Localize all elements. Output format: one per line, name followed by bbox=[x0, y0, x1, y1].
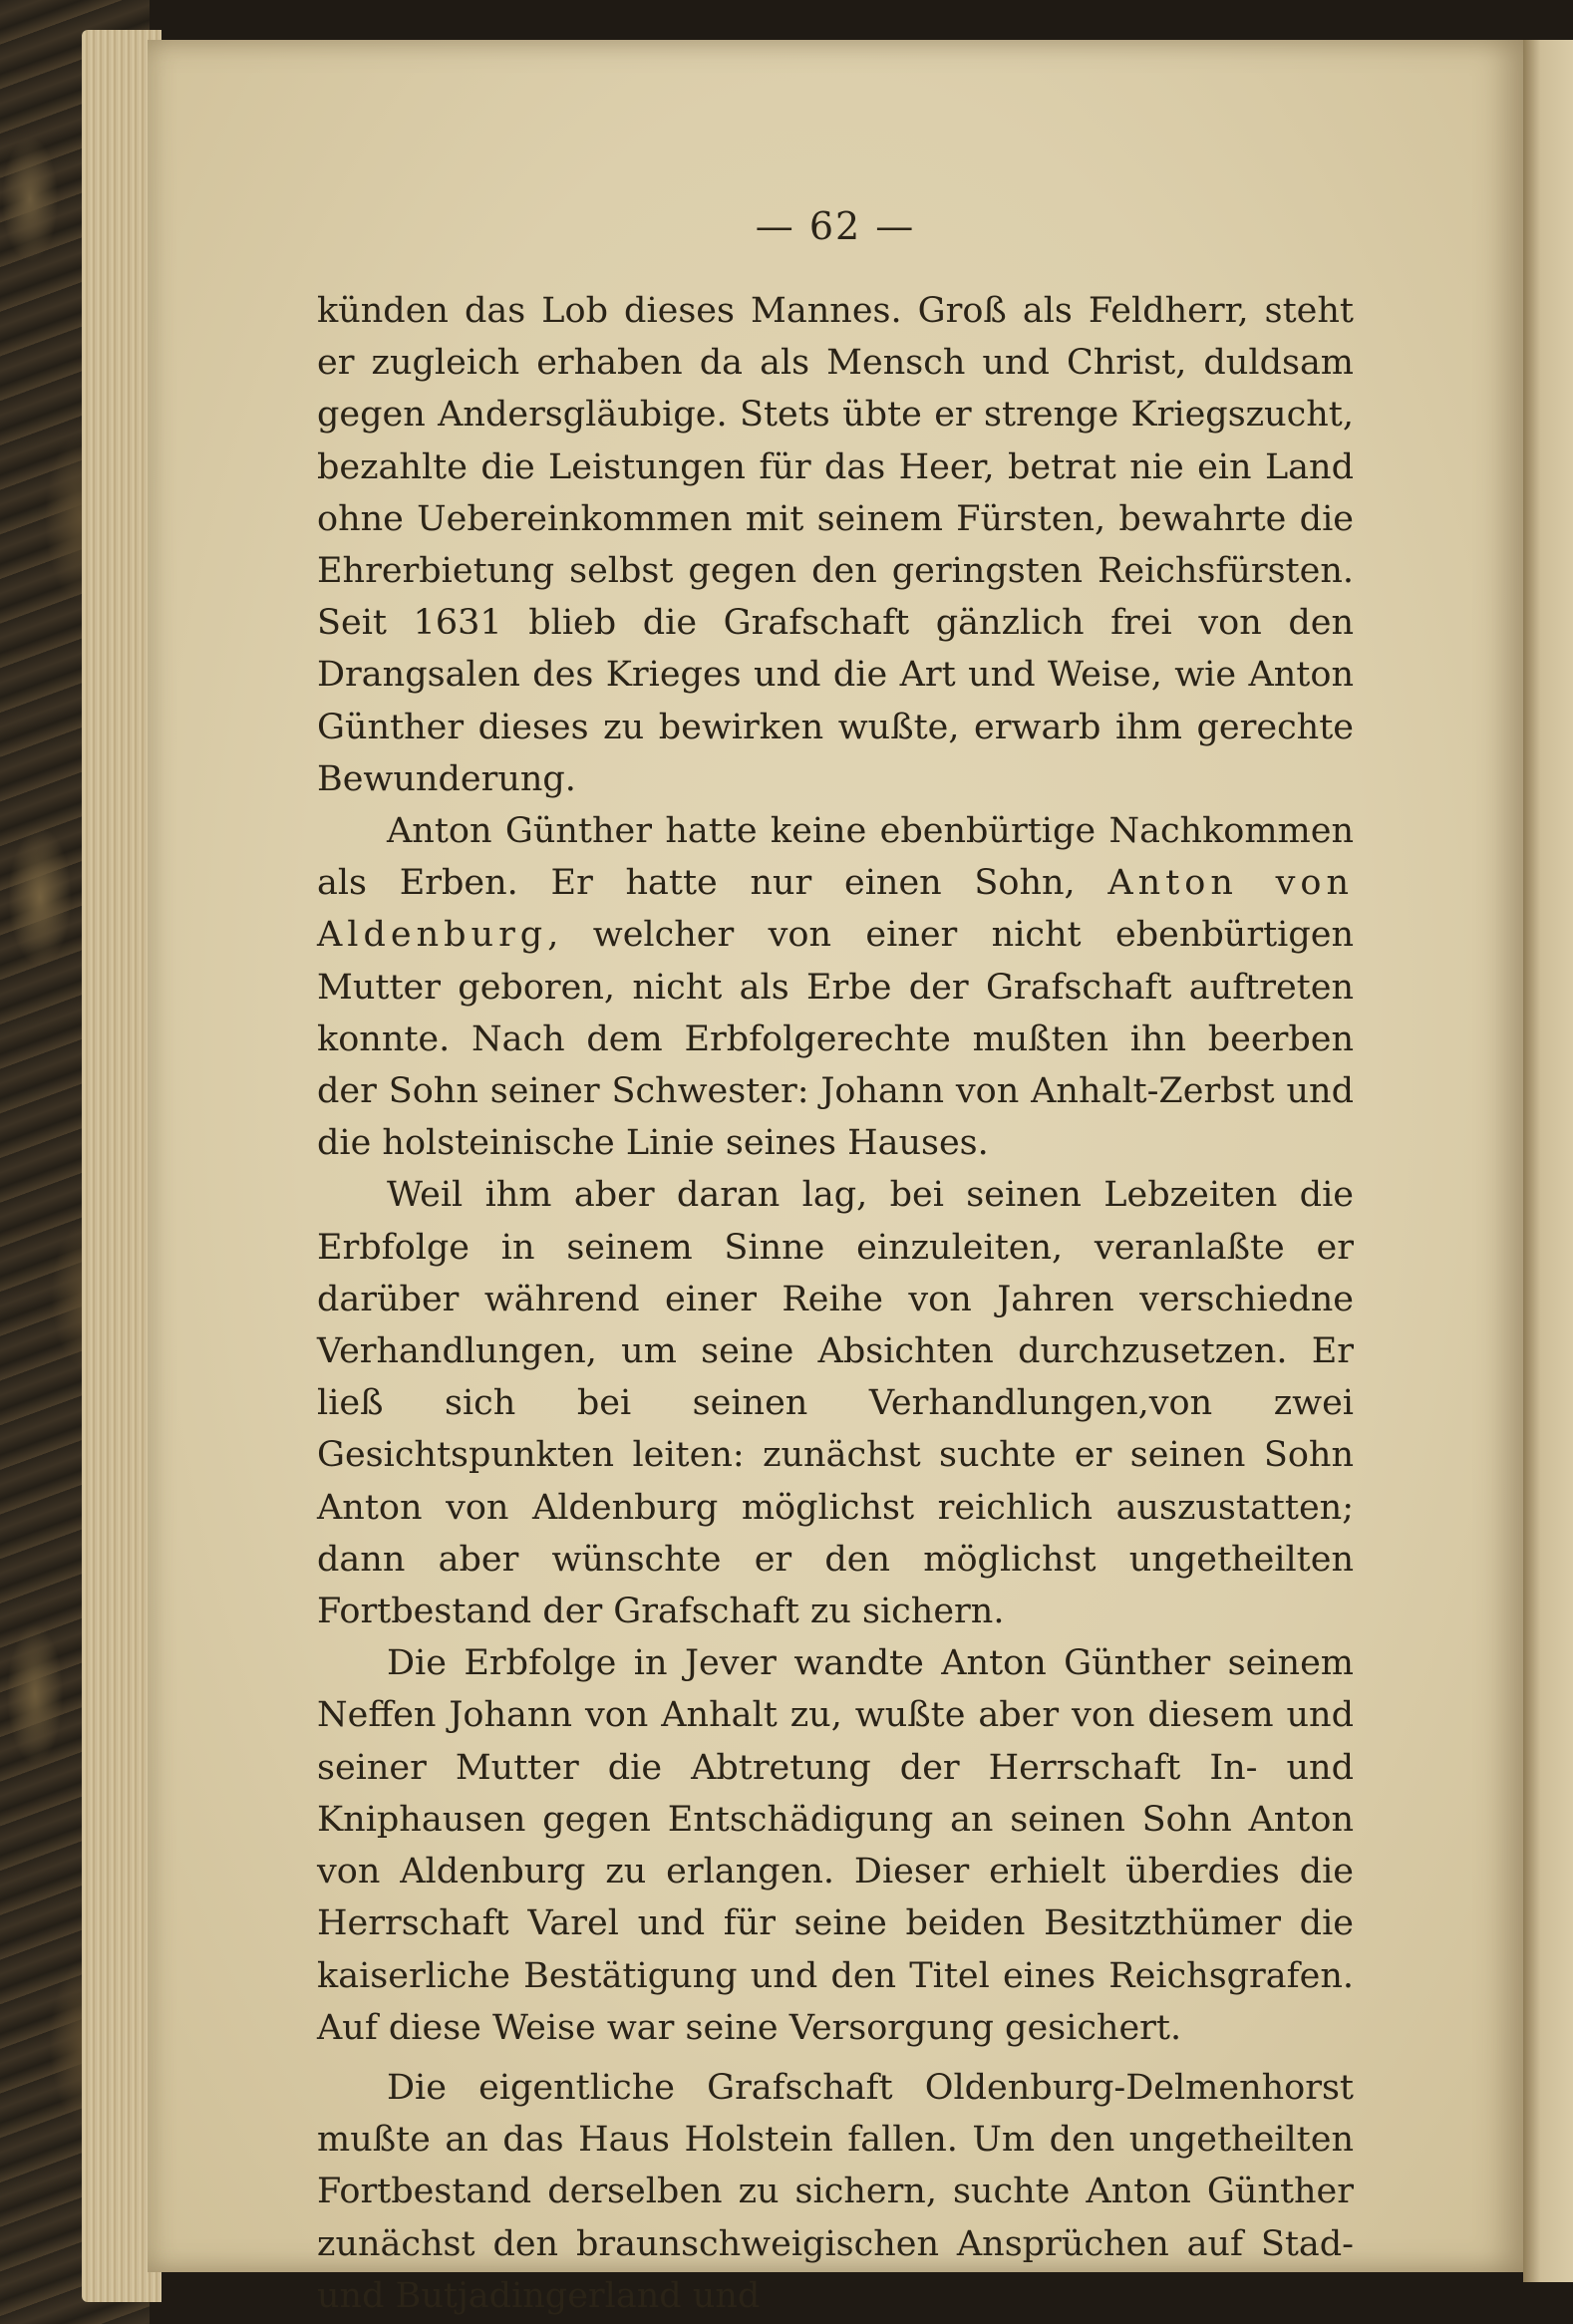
paragraph-2-after: , welcher von einer nicht ebenbürtigen Mutter geboren, nicht als Erbe der Grafschaft auftreten konnte. Nach dem Erbfolgerechte mußten ihn beerben der Sohn seiner Schwester: Johann von Anhalt-Zerbst und die holsteinische Linie seines Hauses. bbox=[317, 915, 1354, 1164]
paragraph-2 bbox=[317, 805, 1354, 1169]
paragraph-3: Weil ihm aber daran lag, bei seinen Lebzeiten die Erbfolge in seinem Sinne einzuleiten, veranlaßte er darüber während einer Reihe von Jahren verschiedne Verhandlungen, um seine Absichten durchzusetzen. Er ließ sich bei seinen Verhandlungen,von zwei Gesichtspunkten leiten: zunächst suchte er seinen Sohn Anton von Aldenburg möglichst reichlich auszustatten; dann aber wünschte er den möglichst ungetheilten Fortbestand der Grafschaft zu sichern. bbox=[317, 1175, 1354, 1632]
spaced-name-anton-von-aldenburg: Anton von Aldenburg bbox=[317, 863, 1354, 956]
paragraph-1: künden das Lob dieses Mannes. Groß als Feldherr, steht er zugleich erhaben da als Mensch und Christ, duldsam gegen Andersgläubige. Stets übte er strenge Kriegszucht, bezahlte die Leistungen für das Heer, betrat nie ein Land ohne Uebereinkommen mit seinem Fürsten, bewahrte die Ehrerbietung selbst gegen den geringsten Reichsfürsten. Seit 1631 blieb die Grafschaft gänzlich frei von den Drangsalen des Krieges und die Art und Weise, wie Anton Günther dieses zu bewirken wußte, erwarb ihm gerechte Bewunderung. bbox=[317, 291, 1354, 799]
paragraph-2-before: Anton Günther hatte keine ebenbürtige Nachkommen als Erben. Er hatte nur einen Sohn, bbox=[317, 811, 1354, 904]
page-text-body bbox=[317, 285, 1354, 2322]
paragraph-5: Die eigentliche Grafschaft Oldenburg-Delmenhorst mußte an das Haus Holstein fallen. Um den ungetheilten Fortbestand derselben zu sichern, suchte Anton Günther zunächst den braunschweigischen Ansprüchen auf Stad- und Butjadingerland und bbox=[317, 2067, 1354, 2316]
page-number: — 62 — bbox=[755, 204, 916, 248]
book-gutter bbox=[1523, 40, 1573, 2282]
paragraph-4: Die Erbfolge in Jever wandte Anton Günther seinem Neffen Johann von Anhalt zu, wußte aber von diesem und seiner Mutter die Abtretung der Herrschaft In- und Kniphausen gegen Entschädigung an seinen Sohn Anton von Aldenburg zu erlangen. Dieser erhielt überdies die Herrschaft Varel und für seine beiden Besitzthümer die kaiserliche Bestätigung und den Titel eines Reichsgrafen. Auf diese Weise war seine Versorgung gesichert. bbox=[317, 1643, 1354, 2048]
